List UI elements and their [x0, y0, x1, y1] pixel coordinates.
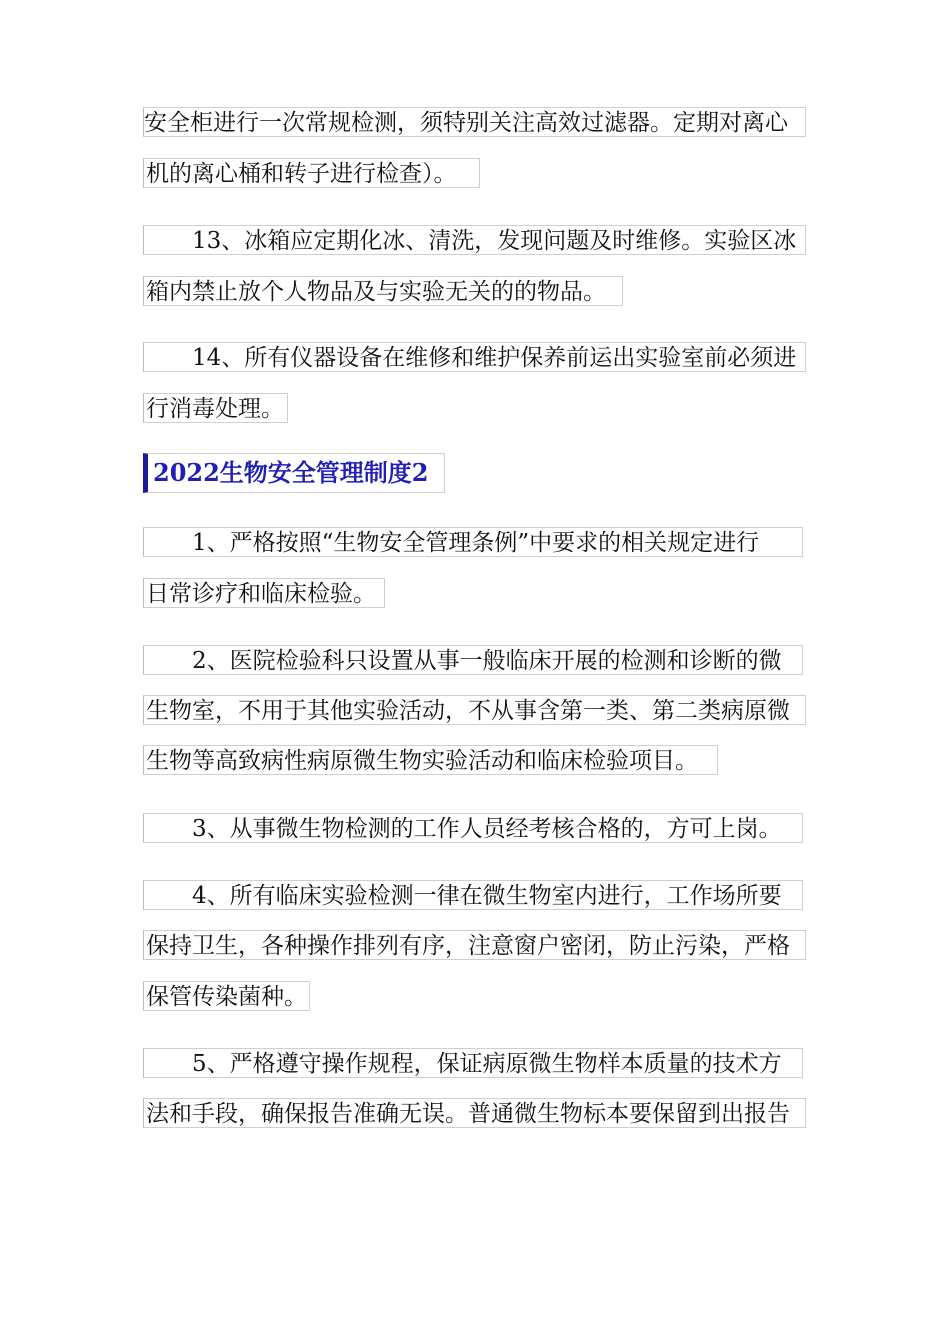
paragraph-line: 13、冰箱应定期化冰、清洗，发现问题及时维修。实验区冰 — [143, 225, 806, 255]
paragraph-line: 机的离心桶和转子进行检查）。 — [143, 158, 480, 188]
paragraph-line: 生物室，不用于其他实验活动，不从事含第一类、第二类病原微 — [143, 695, 806, 725]
paragraph-line: 2、医院检验科只设置从事一般临床开展的检测和诊断的微 — [143, 645, 803, 675]
paragraph-line: 4、所有临床实验检测一律在微生物室内进行，工作场所要 — [143, 880, 803, 910]
paragraph-line: 保持卫生，各种操作排列有序，注意窗户密闭，防止污染，严格 — [143, 930, 806, 960]
paragraph-line: 行消毒处理。 — [143, 393, 288, 423]
paragraph-line: 日常诊疗和临床检验。 — [143, 578, 385, 608]
paragraph-line: 法和手段，确保报告准确无误。普通微生物标本要保留到出报告 — [143, 1098, 806, 1128]
paragraph-line: 14、所有仪器设备在维修和维护保养前运出实验室前必须进 — [143, 342, 806, 372]
paragraph-line: 5、严格遵守操作规程，保证病原微生物样本质量的技术方 — [143, 1048, 803, 1078]
paragraph-line: 保管传染菌种。 — [143, 981, 310, 1011]
paragraph-line: 生物等高致病性病原微生物实验活动和临床检验项目。 — [143, 745, 718, 775]
paragraph-line: 3、从事微生物检测的工作人员经考核合格的，方可上岗。 — [143, 813, 803, 843]
section-heading: 2022生物安全管理制度2 — [143, 453, 445, 493]
paragraph-line: 1、严格按照“生物安全管理条例”中要求的相关规定进行 — [143, 527, 803, 557]
paragraph-line: 安全柜进行一次常规检测，须特别关注高效过滤器。定期对离心 — [143, 107, 806, 137]
paragraph-line: 箱内禁止放个人物品及与实验无关的的物品。 — [143, 276, 623, 306]
